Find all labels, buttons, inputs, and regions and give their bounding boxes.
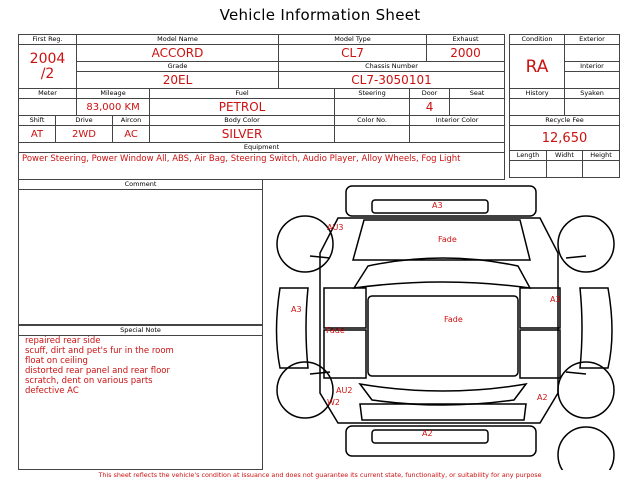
interior-color-value [410,126,505,143]
width-label: Widht [547,151,583,161]
damage-left-door: Fade [326,326,345,335]
damage-rear: A2 [422,429,433,438]
equipment-value: Power Steering, Power Window All, ABS, Air Bag, Steering Switch, Audio Player, Alloy Wheels, Fog Light [22,154,461,164]
exhaust-label: Exhaust [427,35,505,45]
damage-roof: Fade [444,315,463,324]
comment-label: Comment [19,180,262,190]
fuel-value: PETROL [150,99,335,116]
body-color-value: SILVER [150,126,335,143]
condition-label: Condition [510,35,565,45]
interior-value [565,72,620,89]
specs-table [18,88,505,180]
recycle-label: Recycle Fee [510,116,620,126]
recycle-value: 12,650 [510,126,620,151]
history-table [509,88,620,178]
special-note-label: Special Note [19,326,262,336]
car-damage-diagram [268,178,628,470]
steering-label: Steering [335,89,410,99]
interior-label: Interior [565,62,620,72]
condition-table [509,34,620,89]
grade-label: Grade [77,62,279,72]
mileage-label: Mileage [77,89,150,99]
length-label: Length [510,151,547,161]
model-name-value: ACCORD [77,45,279,62]
chassis-label: Chassis Number [279,62,505,72]
exterior-label: Exterior [565,35,620,45]
spare-wheel [558,427,614,470]
body-color-label: Body Color [150,116,335,126]
header-table [18,34,505,89]
history-label: History [510,89,565,99]
door-value: 4 [410,99,450,116]
shift-value: AT [19,126,56,143]
interior-color-label: Interior Color [410,116,505,126]
damage-left-side: A3 [291,305,302,314]
aircon-value: AC [113,126,150,143]
model-type-value: CL7 [279,45,427,62]
width-value [547,161,583,178]
height-value [583,161,620,178]
rear-right-wheel [558,362,614,418]
damage-hood: Fade [438,235,457,244]
exhaust-value: 2000 [427,45,505,62]
door-label: Door [410,89,450,99]
syaken-value [565,99,620,116]
damage-front-left: AU3 [327,223,344,232]
shift-label: Shift [19,116,56,126]
color-no-label: Color No. [335,116,410,126]
damage-rear-left-lower: W2 [327,398,340,407]
front-right-wheel [558,216,614,272]
model-type-label: Model Type [279,35,427,45]
model-name-label: Model Name [77,35,279,45]
equipment-cell [19,153,505,180]
history-value [510,99,565,116]
aircon-label: Aircon [113,116,150,126]
syaken-label: Syaken [565,89,620,99]
comment-box [18,179,263,325]
damage-rear-left-upper: AU2 [336,386,353,395]
drive-label: Drive [56,116,113,126]
length-value [510,161,547,178]
meter-label: Meter [19,89,77,99]
special-note-text: repaired rear side scuff, dirt and pet's fur in the room float on ceiling distorted rear panel and rear floor scratch, dent on various parts defective AC [25,336,174,396]
exterior-value [565,45,620,62]
seat-value [450,99,505,116]
sheet-title: Vehicle Information Sheet [219,6,421,24]
first-reg-label: First Reg. [19,35,77,45]
damage-front: A3 [432,201,443,210]
seat-label: Seat [450,89,505,99]
condition-value: RA [510,45,565,89]
mileage-value: 83,000 KM [77,99,150,116]
steering-value [335,99,410,116]
height-label: Height [583,151,620,161]
damage-right-side: A3 [550,295,561,304]
damage-rear-right: A2 [537,393,548,402]
special-note-box [18,325,263,470]
equipment-label: Equipment [19,143,505,153]
color-no-value [335,126,410,143]
grade-value: 20EL [77,72,279,89]
drive-value: 2WD [56,126,113,143]
chassis-value: CL7-3050101 [279,72,505,89]
fuel-label: Fuel [150,89,335,99]
disclaimer-footer: This sheet reflects the vehicle's condition at issuance and does not guarantee its current state, functionality, or suitability for any purpose [98,471,542,479]
first-reg-value: 2004 /2 [19,45,77,89]
meter-value [19,99,77,116]
